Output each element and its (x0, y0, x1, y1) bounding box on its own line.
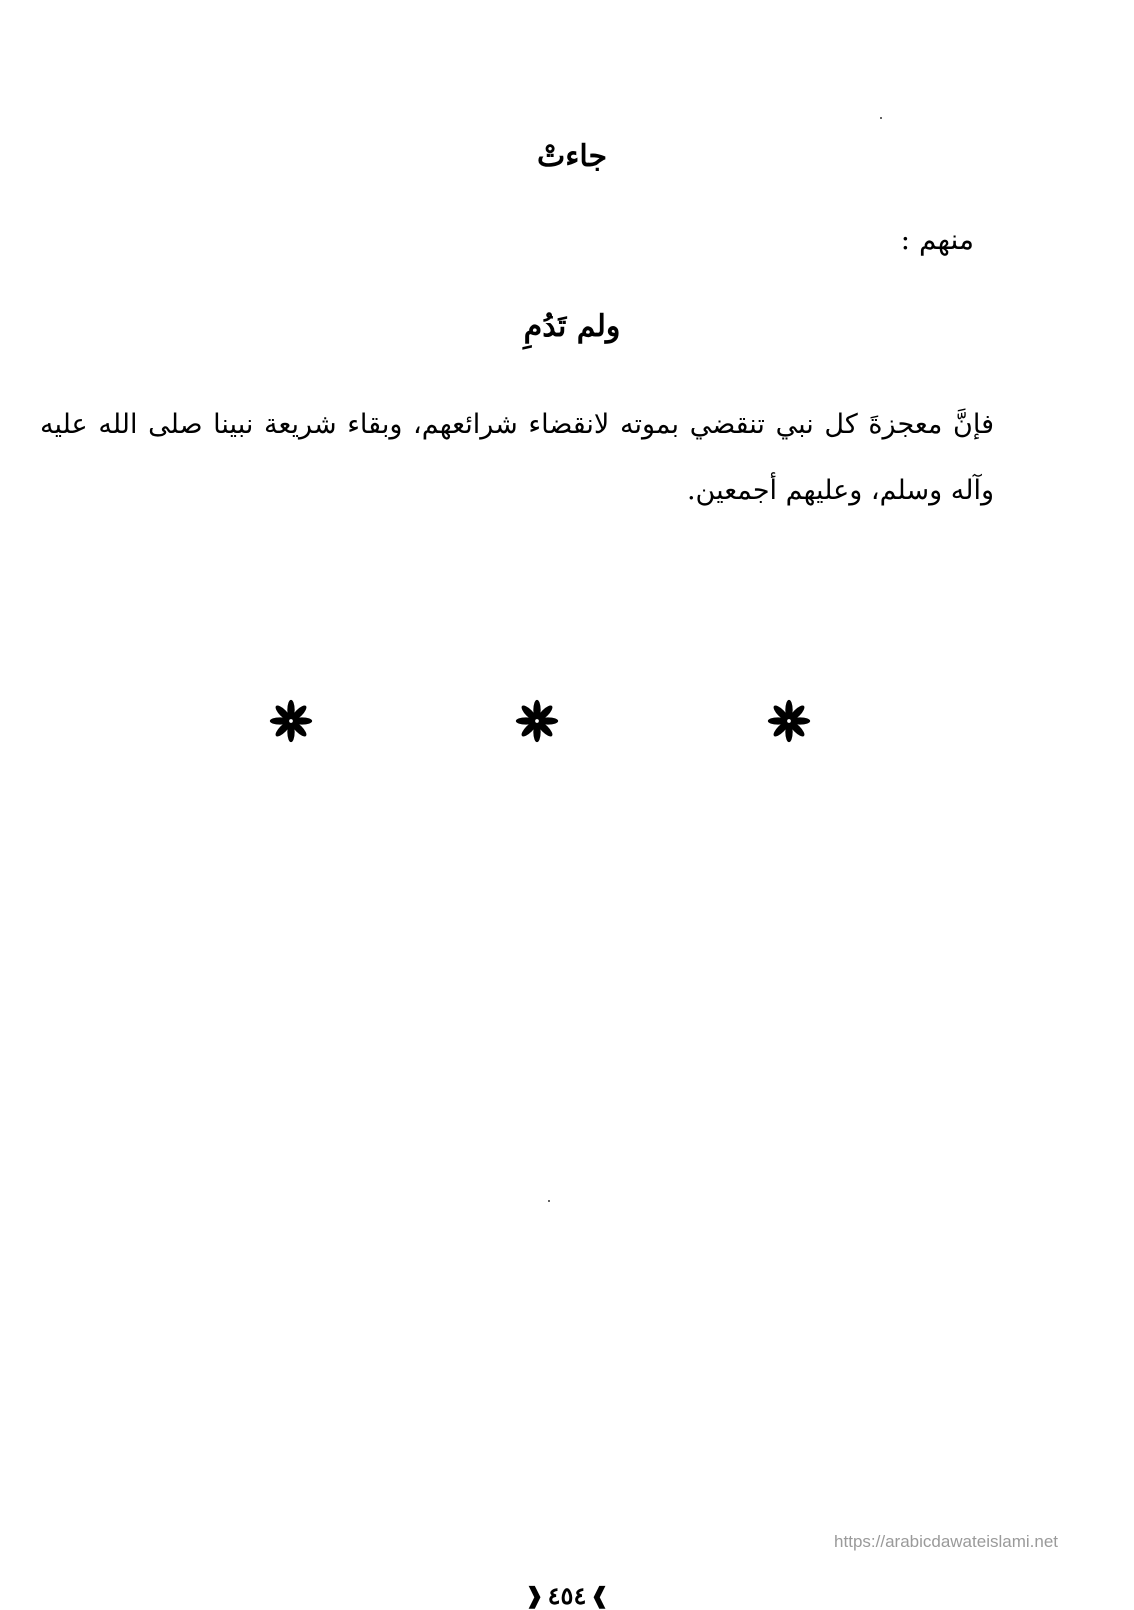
page-number-footer (0, 1581, 1134, 1610)
label-minhum: منهم : (900, 223, 974, 256)
section-divider-ornaments (0, 698, 1134, 748)
body-paragraph: فإنَّ معجزةَ كل نبي تنقضي بموته لانقضاء شرائعهم، وبقاء شريعة نبينا صلى الله عليه وآله وسلم، وعليهم أجمعين. (40, 409, 994, 506)
scan-speck (548, 1200, 550, 1202)
verse-heading-jaat: جاءتْ (536, 139, 608, 174)
page-number: ٤٥٤ (547, 1581, 587, 1610)
star-ornament-icon (766, 698, 812, 744)
page-number-left-brace: ❰ (590, 1583, 609, 1609)
scan-speck (880, 117, 882, 119)
star-ornament-icon (268, 698, 314, 744)
source-watermark: https://arabicdawateislami.net (834, 1532, 1058, 1551)
star-ornament-icon (514, 698, 560, 744)
page-number-right-brace: ❱ (525, 1583, 544, 1609)
verse-heading-walam: ولم تَدُمِ (523, 309, 621, 344)
